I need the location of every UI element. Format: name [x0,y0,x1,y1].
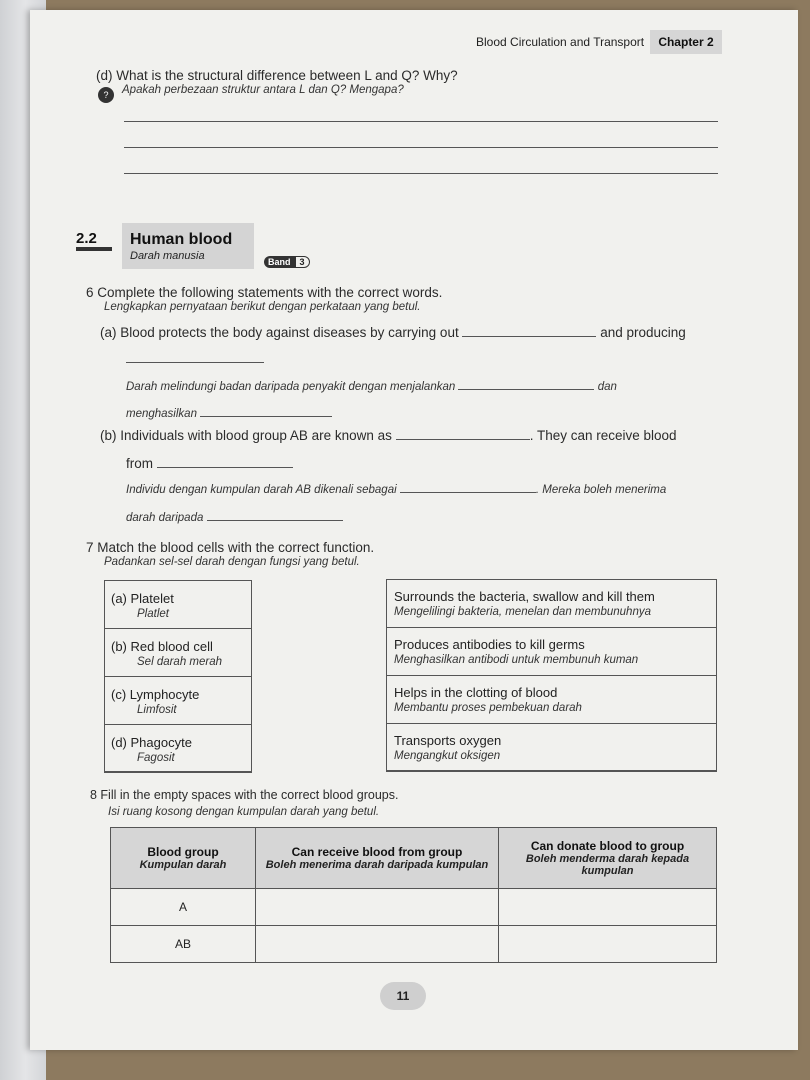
header-blood-group-en: Blood group [147,845,219,859]
function-2-text: Produces antibodies to kill germs [394,637,585,652]
function-list [386,579,717,771]
thinking-icon: ? [98,87,114,103]
table-header-row [111,828,717,889]
answer-line-1[interactable] [124,121,718,122]
q6b-ms-blank-2[interactable] [207,508,343,521]
q6a-blank-1[interactable] [462,324,596,337]
header-blood-group-ms: Kumpulan darah [139,859,227,871]
row-a-receive-cell[interactable] [256,889,499,926]
blood-group-table [110,827,717,963]
function-4[interactable] [386,723,717,772]
q6b-ms-text-2: . Mereka boleh menerima [535,484,667,496]
blood-cell-d[interactable] [104,724,252,773]
function-3-text: Helps in the clotting of blood [394,685,558,700]
blood-cell-b-translation: Sel darah merah [137,656,223,668]
q6a-blank-2[interactable] [126,350,264,363]
q6b-ms-line-1 [126,480,666,496]
question-6-translation: Lengkapkan pernyataan berikut dengan perkataan yang betul. [104,301,421,313]
section-title: Human blood [130,231,233,248]
q6b-ms-text-1: Individu dengan kumpulan darah AB dikenali sebagai [126,484,397,496]
row-a-group: A [111,889,256,926]
table-row [111,926,717,963]
question-7-translation: Padankan sel-sel darah dengan fungsi yang betul. [104,556,360,568]
q6a-line-2 [126,350,264,368]
row-ab-receive-cell[interactable] [256,926,499,963]
band-level: 3 [295,256,310,268]
q6a-ms-text-1: Darah melindungi badan daripada penyakit dengan menjalankan [126,381,456,393]
q6b-text-2: . They can receive blood [529,428,677,443]
table-row [111,889,717,926]
answer-line-3[interactable] [124,173,718,174]
blood-cell-d-name: (d) Phagocyte [111,735,192,750]
header-donate [499,828,717,889]
section-subtitle: Darah manusia [130,250,205,262]
blood-cell-list [104,580,252,772]
header-blood-group [111,828,256,889]
workbook-page [30,10,798,1050]
q6b-ms-text-3: darah daripada [126,512,204,524]
question-6-text: 6 Complete the following statements with the correct words. [86,285,443,300]
q6a-ms-text-2: dan [597,381,617,393]
q6a-line-1 [100,324,686,340]
q6b-ms-line-2 [126,508,343,524]
blood-cell-d-translation: Fagosit [137,752,175,764]
q6b-ms-blank-1[interactable] [400,480,536,493]
section-number: 2.2 [76,230,112,251]
blood-cell-b[interactable] [104,628,252,677]
function-3[interactable] [386,675,717,724]
question-d-translation: Apakah perbezaan struktur antara L dan Q? Mengapa? [122,84,404,96]
q6b-line-2 [126,455,293,471]
blood-cell-c-translation: Limfosit [137,704,177,716]
q6a-text-2: and producing [600,325,686,340]
header-receive-ms: Boleh menerima darah daripada kumpulan [265,859,489,871]
header-donate-en: Can donate blood to group [530,839,685,853]
function-1-translation: Mengelilingi bakteria, menelan dan membunuhnya [394,606,651,618]
row-ab-group: AB [111,926,256,963]
question-8-text: 8 Fill in the empty spaces with the correct blood groups. [90,788,399,802]
answer-line-2[interactable] [124,147,718,148]
blood-cell-a-translation: Platlet [137,608,169,620]
q6b-blank-1[interactable] [396,427,530,440]
blood-cell-c-name: (c) Lymphocyte [111,687,200,702]
row-a-donate-cell[interactable] [499,889,717,926]
q6a-text-1: (a) Blood protects the body against diseases by carrying out [100,325,459,340]
q6a-ms-line-1 [126,377,617,393]
function-4-translation: Mengangkut oksigen [394,750,501,762]
function-3-translation: Membantu proses pembekuan darah [394,702,582,714]
header-donate-ms: Boleh menderma darah kepada kumpulan [525,853,690,877]
q6a-ms-line-2 [126,404,332,420]
q6b-blank-2[interactable] [157,455,293,468]
function-4-text: Transports oxygen [394,733,502,748]
q6a-ms-blank-1[interactable] [458,377,594,390]
question-7-text: 7 Match the blood cells with the correct function. [86,540,375,555]
row-ab-donate-cell[interactable] [499,926,717,963]
header-receive [256,828,499,889]
chapter-label: Chapter 2 [650,30,722,54]
q6a-ms-text-3: menghasilkan [126,408,197,420]
question-d-text: (d) What is the structural difference between L and Q? Why? [96,68,458,83]
running-header-title: Blood Circulation and Transport [476,35,645,49]
q6b-text-1: (b) Individuals with blood group AB are known as [100,428,392,443]
blood-cell-a-name: (a) Platelet [111,591,174,606]
function-1-text: Surrounds the bacteria, swallow and kill them [394,589,655,604]
q6a-ms-blank-2[interactable] [200,404,332,417]
q6b-line-1 [100,427,677,443]
band-label: Band [264,256,295,268]
question-8-translation: Isi ruang kosong dengan kumpulan darah yang betul. [108,806,380,818]
header-receive-en: Can receive blood from group [291,845,463,859]
function-2-translation: Menghasilkan antibodi untuk membunuh kuman [394,654,639,666]
blood-cell-b-name: (b) Red blood cell [111,639,213,654]
function-2[interactable] [386,627,717,676]
band-badge [264,256,310,270]
blood-cell-a[interactable] [104,580,252,629]
blood-cell-c[interactable] [104,676,252,725]
page-number: 11 [380,982,426,1010]
q6b-text-3: from [126,456,153,471]
function-1[interactable] [386,579,717,628]
